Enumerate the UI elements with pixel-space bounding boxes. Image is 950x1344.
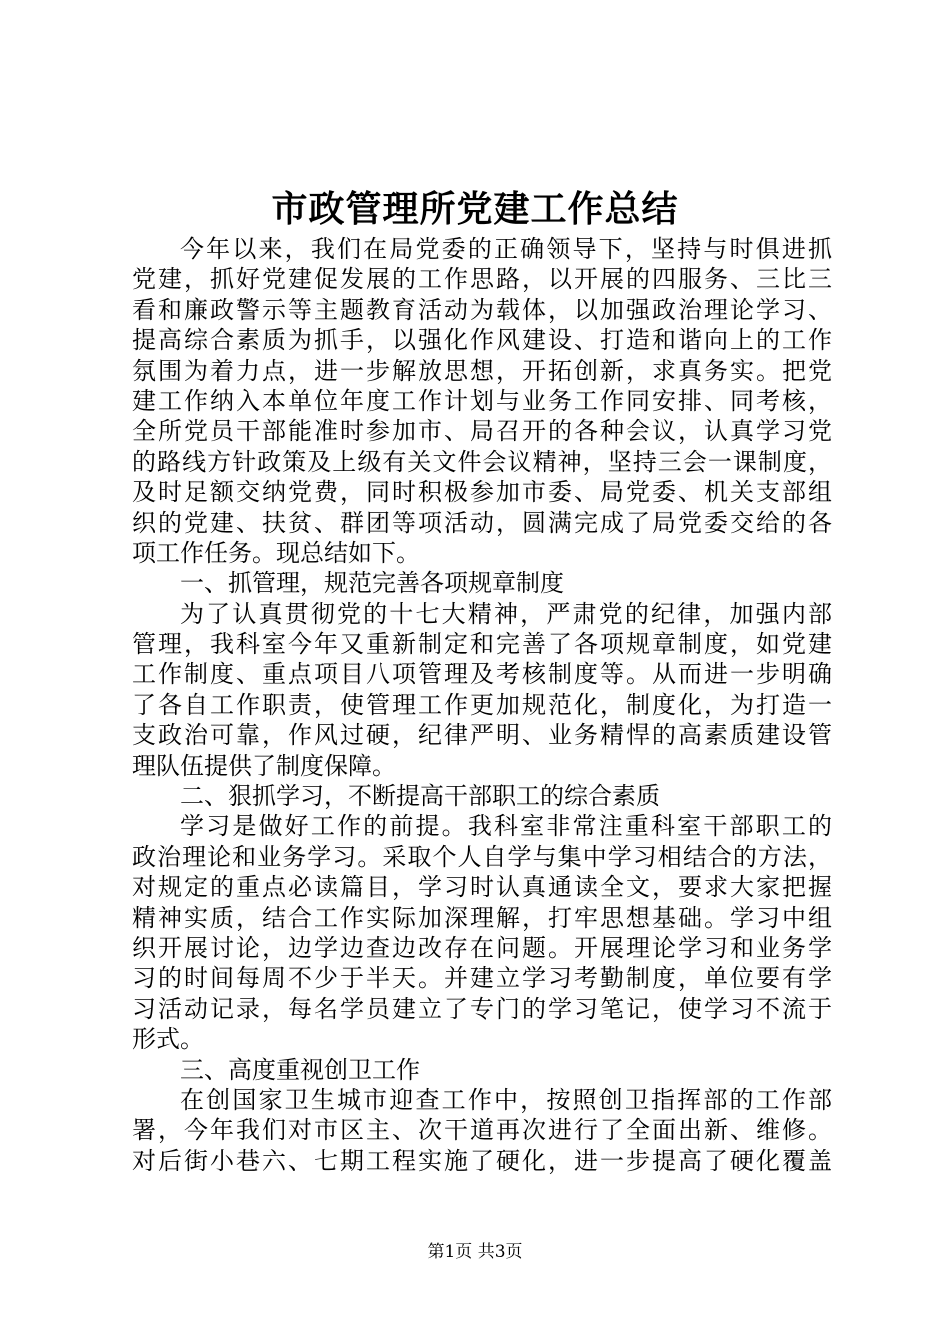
paragraph-line: 在创国家卫生城市迎查工作中，按照创卫指挥部的工作部	[180, 1085, 832, 1114]
paragraph-line: 精神实质，结合工作实际加深理解，打牢思想基础。学习中组	[132, 903, 832, 932]
paragraph-line: 及时足额交纳党费，同时积极参加市委、局党委、机关支部组	[132, 478, 832, 507]
paragraph-line: 形式。	[132, 1025, 204, 1054]
paragraph-line: 织的党建、扶贫、群团等项活动，圆满完成了局党委交给的各	[132, 508, 832, 537]
paragraph-line: 习活动记录，每名学员建立了专门的学习笔记，使学习不流于	[132, 994, 832, 1023]
paragraph-line: 看和廉政警示等主题教育活动为载体，以加强政治理论学习、	[132, 295, 832, 324]
paragraph-line: 署，今年我们对市区主、次干道再次进行了全面出新、维修。	[132, 1116, 832, 1145]
paragraph-line: 全所党员干部能准时参加市、局召开的各种会议，认真学习党	[132, 417, 832, 446]
section-heading: 一、抓管理，规范完善各项规章制度	[180, 569, 564, 598]
paragraph-line: 工作制度、重点项目八项管理及考核制度等。从而进一步明确	[132, 660, 832, 689]
document-title: 市政管理所党建工作总结	[271, 188, 679, 230]
paragraph-line: 党建，抓好党建促发展的工作思路，以开展的四服务、三比三	[132, 265, 832, 294]
paragraph-line: 政治理论和业务学习。采取个人自学与集中学习相结合的方法，	[132, 842, 832, 871]
paragraph-line: 管理，我科室今年又重新制定和完善了各项规章制度，如党建	[132, 630, 832, 659]
paragraph-line: 支政治可靠，作风过硬，纪律严明、业务精悍的高素质建设管	[132, 721, 832, 750]
paragraph-line: 的路线方针政策及上级有关文件会议精神，坚持三会一课制度，	[132, 447, 832, 476]
page-footer: 第1页 共3页	[427, 1242, 523, 1262]
document-body	[132, 234, 832, 1176]
paragraph-line: 今年以来，我们在局党委的正确领导下，坚持与时俱进抓	[180, 235, 832, 263]
paragraph-line: 氛围为着力点，进一步解放思想，开拓创新，求真务实。把党	[132, 356, 832, 385]
section-heading: 三、高度重视创卫工作	[180, 1055, 420, 1084]
section-heading: 二、狠抓学习，不断提高干部职工的综合素质	[180, 782, 660, 811]
paragraph-line: 提高综合素质为抓手，以强化作风建设、打造和谐向上的工作	[132, 326, 832, 355]
paragraph-line: 项工作任务。现总结如下。	[132, 538, 420, 567]
paragraph-line: 建工作纳入本单位年度工作计划与业务工作同安排、同考核，	[132, 386, 832, 415]
paragraph-line: 织开展讨论，边学边查边改存在问题。开展理论学习和业务学	[132, 933, 832, 962]
paragraph-line: 对后街小巷六、七期工程实施了硬化，进一步提高了硬化覆盖	[132, 1146, 832, 1175]
paragraph-line: 了各自工作职责，使管理工作更加规范化，制度化，为打造一	[132, 690, 832, 719]
paragraph-line: 对规定的重点必读篇目，学习时认真通读全文，要求大家把握	[132, 873, 832, 902]
paragraph-line: 习的时间每周不少于半天。并建立学习考勤制度，单位要有学	[132, 964, 832, 993]
paragraph-line: 理队伍提供了制度保障。	[132, 751, 396, 780]
paragraph-line: 学习是做好工作的前提。我科室非常注重科室干部职工的	[180, 812, 832, 841]
paragraph-line: 为了认真贯彻党的十七大精神，严肃党的纪律，加强内部	[180, 599, 832, 628]
